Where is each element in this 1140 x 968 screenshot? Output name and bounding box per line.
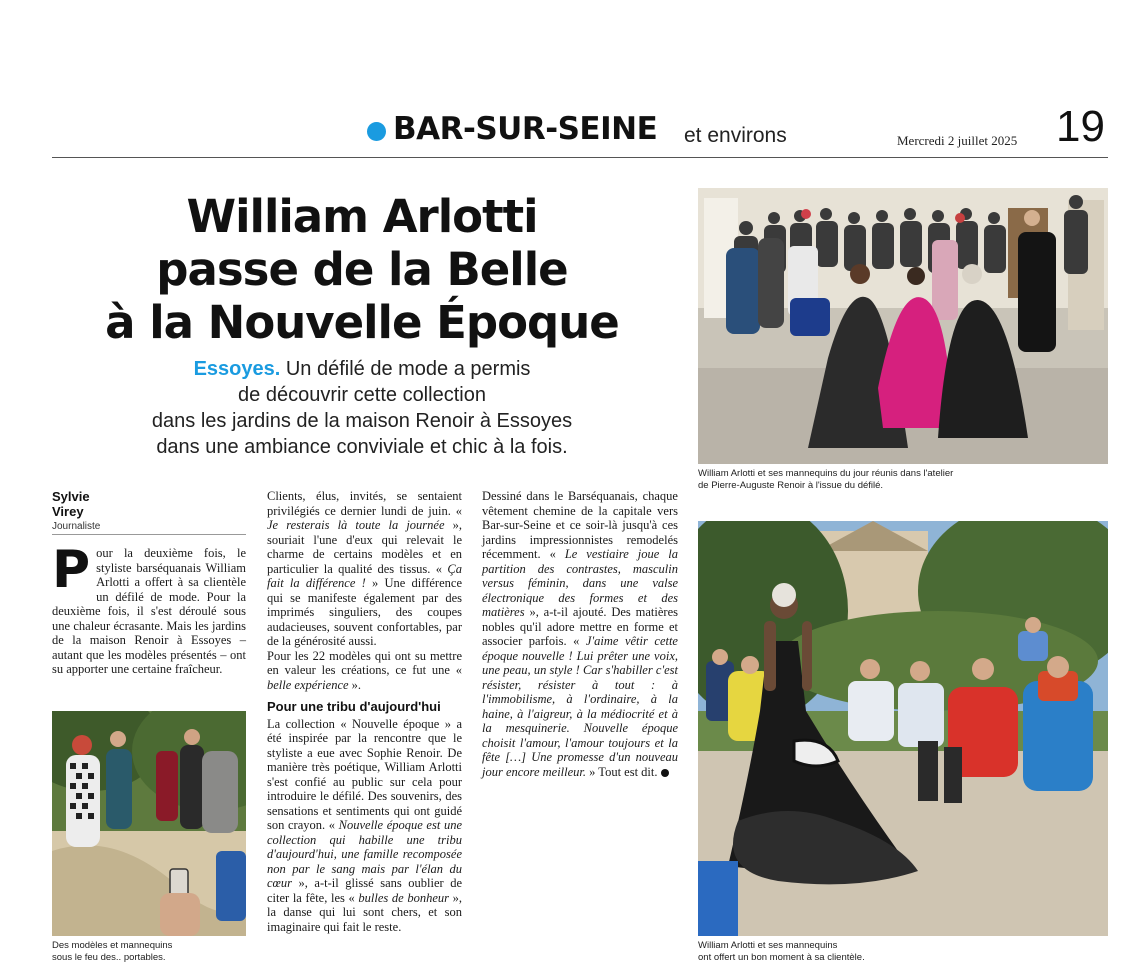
paragraph: Pour les 22 modèles qui ont su mettre en valeur les créations, ce fut une « belle expérience ». (267, 648, 462, 692)
photo-models-phones (52, 711, 246, 936)
header-rule (52, 157, 1108, 158)
drop-cap: P (52, 540, 91, 600)
title-line: à la Nouvelle Époque (105, 296, 619, 349)
article-subhead: Pour une tribu d'aujourd'hui (267, 699, 441, 714)
photo-runway-garden (698, 521, 1108, 936)
page-number: 19 (1056, 102, 1105, 151)
photo-caption: William Arlotti et ses mannequins du jour réunis dans l'atelier de Pierre-Auguste Renoir à l'issue du défilé. (698, 468, 954, 491)
section-title: BAR-SUR-SEINE (393, 111, 658, 147)
section-bullet-icon (367, 122, 386, 141)
article-lede (52, 356, 672, 460)
photo-caption: William Arlotti et ses mannequins ont offert un bon moment à sa clientèle. (698, 940, 865, 963)
title-line: passe de la Belle (156, 243, 568, 296)
lede-place: Essoyes. (193, 358, 281, 380)
paragraph: La collection « Nouvelle époque » a été inspirée par la rencontre que le styliste a eue avec Sophie Renoir. De manière très poétique, William Arlotti s'est confié au public sur cela pour introduire le défilé. Des souvenirs, des sensations et sentiments qui ont guidé son crayon. « Nouvelle époque est une collection qui habille une tribu d'aujourd'hui, une famille recomposée non par le sang mais par l'élan du cœur », a-t-il glissé sans oublier de citer la fête, les « bulles de bonheur », la danse qui lui sont chers, et son imaginaire qui fait le reste. (267, 716, 463, 934)
photo-caption: Des modèles et mannequins sous le feu des.. portables. (52, 940, 173, 963)
end-mark-icon (661, 769, 669, 777)
paragraph: Dessiné dans le Barséquanais, chaque vêtement chemine de la capitale vers Bar-sur-Seine et ce soir-là jusqu'à ces jardins impressionnistes remodelés récemment. « Le vestiaire joue la partition des contrastes, masculin versus féminin, dans une valse électronique des formes et des matières », a-t-il ajouté. Des matières nobles qu'il adore mettre en forme et associer parfois. « J'aime vêtir cette époque nouvelle ! Lui prêter une voix, une peau, un style ! Car s'habiller c'est résister, résister à tout : à l'immobilisme, à l'ordinaire, à la haine, à l'aigreur, à la médiocrité et à la mesquinerie. Nouvelle époque choisit l'amour, l'amour toujours et la fête […] Une promesse d'un nouveau jour encore meilleur. » Tout est dit. (482, 489, 678, 779)
article-title (52, 190, 672, 349)
byline-role: Journaliste (52, 521, 101, 532)
article-column-3 (482, 489, 678, 779)
photo-group-portrait-image (698, 188, 1108, 464)
title-line: William Arlotti (186, 190, 538, 243)
article-column-2 (267, 489, 462, 934)
article-column-1: Pour la deuxième fois, le styliste barséquanais William Arlotti a offert à sa clientèle un défilé de mode. Pour la deuxième fois, il s'est déroulé sous une chaleur écrasante. Mais les jardins de la maison Renoir à Essoyes – autant que les modèles présentés – ont su apporter une certaine fraîcheur. (52, 540, 246, 676)
lede-line: dans une ambiance conviviale et chic à la fois. (156, 436, 568, 458)
lede-line: de découvrir cette collection (238, 384, 486, 406)
photo-runway-garden-image (698, 521, 1108, 936)
byline-name: Sylvie Virey (52, 489, 90, 519)
photo-models-phones-image (52, 711, 246, 936)
lede-line: Essoyes. Un défilé de mode a permis (193, 358, 531, 380)
issue-date: Mercredi 2 juillet 2025 (897, 133, 1018, 148)
paragraph: Clients, élus, invités, se sentaient privilégiés ce dernier lundi de juin. « Je resterais là toute la journée », souriait l'une d'eux qui relevait le charme de certains modèles et en particulier la qualité des tissus. « Ça fait la différence ! » Une différence qui se manifeste également par des imprimés singuliers, des coupes audacieuses, souvent confortables, par de la générosité aussi. (267, 489, 462, 648)
section-subtitle: et environs (684, 124, 787, 147)
byline-rule (52, 534, 246, 535)
lede-line: dans les jardins de la maison Renoir à Essoyes (151, 410, 573, 432)
photo-group-portrait (698, 188, 1108, 464)
